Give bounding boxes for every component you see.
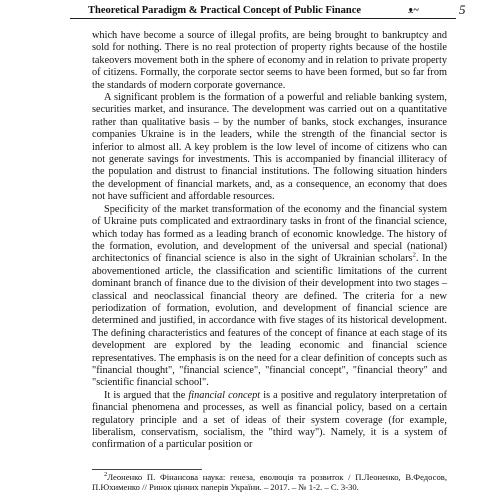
running-header	[70, 4, 456, 19]
paragraph-market-transformation	[92, 204, 447, 390]
ornament-icon: ᴥ~	[408, 5, 419, 16]
paragraph-continued: which have become a source of illegal profits, are being brought to bankruptcy and sold for nothing. There is no real protection of property rights because of the hostile takeovers movement both in the sphere of economy and in relation to private property of citizens. Formally, the corporate sector seems to have been formed, but so far from the standards of modern corporate governance.	[92, 30, 447, 91]
page-number: 5	[459, 2, 466, 17]
paragraph-text-start: It is argued that the	[104, 389, 189, 401]
paragraph-text-start: Specificity of the market transformation of the economy and the financial system of Ukraine puts complicated and extraordinary tasks in front of the financial science, which today has formed as a leading branch of economic knowledge. The history of the formation, evolution, and development of the universal and special (national) architectonics of financial science is also in the sight of Ukrainian scholars	[92, 203, 447, 265]
emphasized-term: financial concept	[188, 389, 261, 401]
footnote	[92, 472, 447, 493]
running-header-title: Theoretical Paradigm & Practical Concept of Public Finance	[88, 5, 362, 16]
footnote-marker: 2	[104, 471, 108, 479]
paragraph-financial-concept	[92, 390, 447, 452]
footnote-text: Леоненко П. Фінансова наука: генеза, еволюція та розвиток / П.Леоненко, В.Федосов, П.Юхименко // Ринок цінних паперів України. – 2017. – № 1-2. – С. 3-30.	[92, 472, 447, 493]
paragraph-banking-system: A significant problem is the formation of a powerful and reliable banking system, securities market, and insurance. The development was carried out on a quantitative rather than qualitative basis – by the number of banks, stock exchanges, insurance companies Ukraine is in the leaders, while the strength of the financial sector is inferior to almost all. A key problem is the low level of income of citizens who can not generate savings for investments. This is accompanied by financial illiteracy of the population and distrust to financial institutions. The following situation hinders the development of financial markets, and, as a consequence, an economy that does not have sufficient and affordable resources.	[92, 92, 447, 203]
body-text	[92, 30, 447, 452]
footnote-reference: 2	[412, 251, 416, 259]
paragraph-text-end: is a positive and regulatory interpretation of financial phenomena and processes, as well as financial policy, based on a certain regulatory principle and a set of ideas of their system coverage (for example, liberalism, conservatism, socialism, the "third way"). Namely, it is a system of confirmation of a particular position or	[92, 389, 447, 451]
footnote-divider	[92, 469, 202, 470]
paragraph-text-end: . In the abovementioned article, the classification and scientific limitations of the current dominant branch of finance due to the division of their development into two stages – classical and neoclassical financial theory are defined. The criteria for a new periodization of formation, evolution, and development of financial science are determined and justified, in accordance with five stages of its historical development. The defining characteristics and features of the concept of finance at each stage of its development are explored by the leading economic and financial science representatives. The emphasis is on the need for a clear definition of concepts such as "financial thought", "financial science", "financial concept", "financial theory" and "scientific financial school".	[92, 253, 447, 389]
